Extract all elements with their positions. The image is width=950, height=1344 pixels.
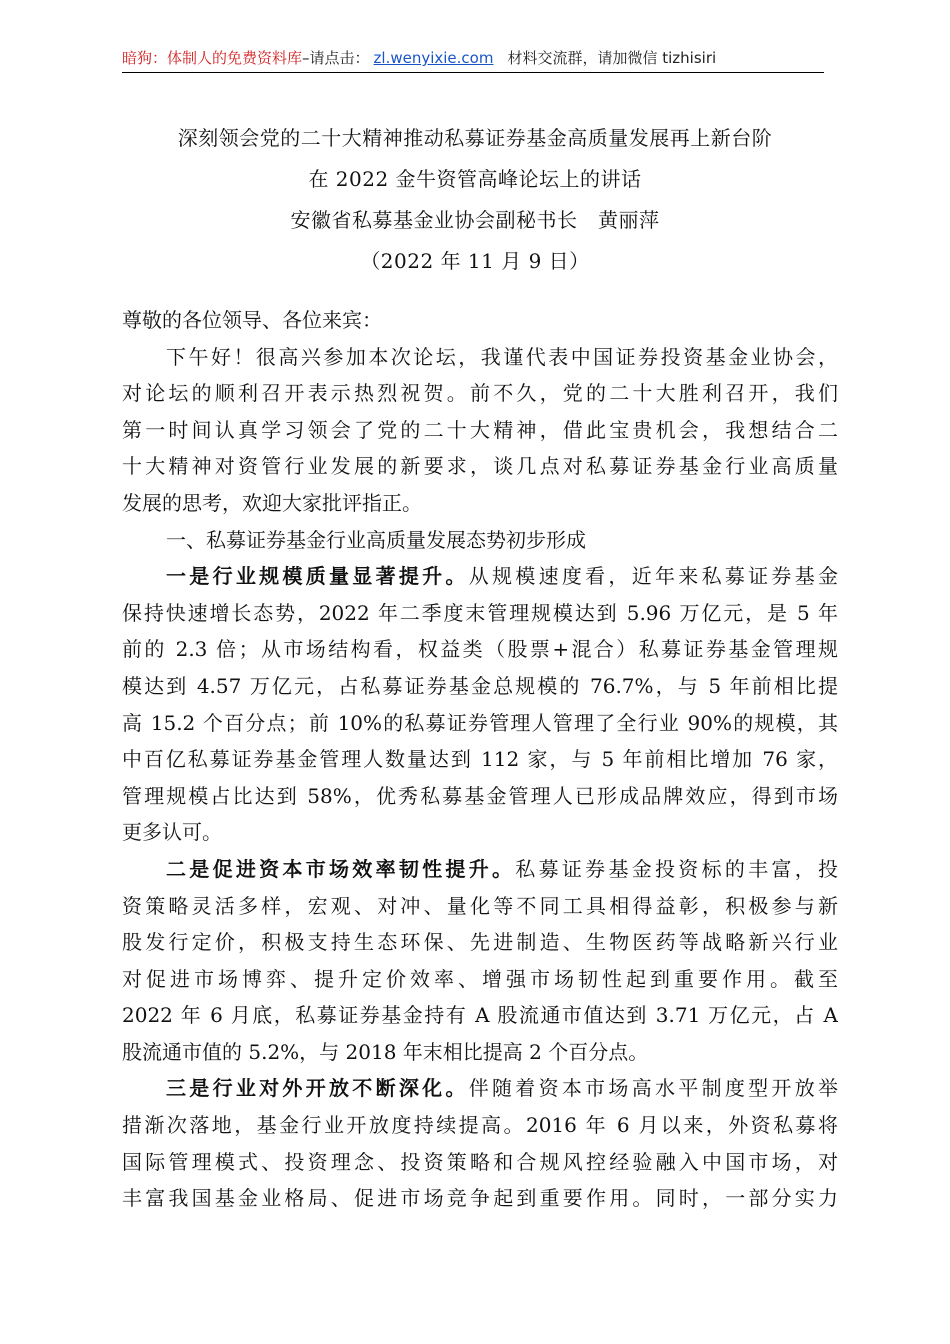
paragraph-line: 国际管理模式、投资理念、投资策略和合规风控经验融入中国市场，对: [122, 1149, 838, 1174]
paragraph-line: 十大精神对资管行业发展的新要求，谈几点对私募证券基金行业高质量: [122, 454, 838, 479]
paragraph-line: 措渐次落地，基金行业开放度持续提高。2016 年 6 月以来，外资私募将: [122, 1113, 838, 1138]
header-wechat-note: 材料交流群，请加微信 tizhisiri: [507, 49, 717, 67]
section-heading: 一、私募证券基金行业高质量发展态势初步形成: [166, 527, 586, 552]
paragraph-text: 伴随着资本市场高水平制度型开放举: [468, 1076, 838, 1101]
point-heading: 一是行业规模质量显著提升。: [166, 564, 469, 589]
paragraph-line: 股流通市值的 5.2%，与 2018 年末相比提高 2 个百分点。: [122, 1039, 649, 1064]
paragraph-line: 对论坛的顺利召开表示热烈祝贺。前不久，党的二十大胜利召开，我们: [122, 381, 838, 406]
paragraph-line: 下午好！很高兴参加本次论坛，我谨代表中国证券投资基金业协会，: [166, 344, 838, 369]
paragraph-line: [122, 558, 838, 595]
paragraph-line: 前的 2.3 倍；从市场结构看，权益类（股票+混合）私募证券基金管理规: [122, 637, 838, 662]
document-header: [122, 47, 824, 73]
header-click-prompt: –请点击：: [302, 49, 370, 67]
paragraph-line: 2022 年 6 月底，私募证券基金持有 A 股流通市值达到 3.71 万亿元，占 A: [122, 1003, 838, 1028]
subtitle: 在 2022 金牛资管高峰论坛上的讲话: [308, 167, 642, 191]
paragraph-line: 模达到 4.57 万亿元，占私募证券基金总规模的 76.7%，与 5 年前相比提: [122, 673, 838, 698]
header-brand: 暗狗：体制人的免费资料库: [122, 49, 303, 67]
paragraph-line: 中百亿私募证券基金管理人数量达到 112 家，与 5 年前相比增加 76 家，: [122, 747, 838, 772]
paragraph-line: 更多认可。: [122, 820, 222, 845]
point-heading: 二是促进资本市场效率韧性提升。: [166, 856, 516, 881]
paragraph-line: 保持快速增长态势，2022 年二季度末管理规模达到 5.96 万亿元，是 5 年: [122, 600, 838, 625]
point-heading: 三是行业对外开放不断深化。: [166, 1076, 469, 1101]
paragraph-line: 丰富我国基金业格局、促进市场竞争起到重要作用。同时，一部分实力: [122, 1186, 838, 1211]
paragraph-line: 第一时间认真学习领会了党的二十大精神，借此宝贵机会，我想结合二: [122, 417, 838, 442]
paragraph-line: [122, 851, 838, 888]
title-block: [0, 118, 950, 282]
paragraph-line: 高 15.2 个百分点；前 10%的私募证券管理人管理了全行业 90%的规模，其: [122, 710, 838, 735]
speech-body: [122, 302, 838, 1217]
date-line: （2022 年 11 月 9 日）: [360, 249, 590, 273]
paragraph-text: 私募证券基金投资标的丰富，投: [515, 856, 838, 881]
header-divider: [122, 72, 824, 73]
header-link[interactable]: zl.wenyixie.com: [373, 49, 494, 67]
main-title: 深刻领会党的二十大精神推动私募证券基金高质量发展再上新台阶: [177, 126, 773, 150]
paragraph-text: 从规模速度看，近年来私募证券基金: [468, 564, 838, 589]
paragraph-line: [122, 1070, 838, 1107]
paragraph-line: 资策略灵活多样，宏观、对冲、量化等不同工具相得益彰，积极参与新: [122, 893, 838, 918]
paragraph-line: 管理规模占比达到 58%，优秀私募基金管理人已形成品牌效应，得到市场: [122, 783, 838, 808]
paragraph-line: 对促进市场博弈、提升定价效率、增强市场韧性起到重要作用。截至: [122, 966, 838, 991]
salutation: 尊敬的各位领导、各位来宾：: [122, 308, 382, 332]
speaker-line: 安徽省私募基金业协会副秘书长 黄丽萍: [290, 208, 660, 232]
paragraph-line: 发展的思考，欢迎大家批评指正。: [122, 490, 422, 515]
paragraph-line: 股发行定价，积极支持生态环保、先进制造、生物医药等战略新兴行业: [122, 930, 838, 955]
